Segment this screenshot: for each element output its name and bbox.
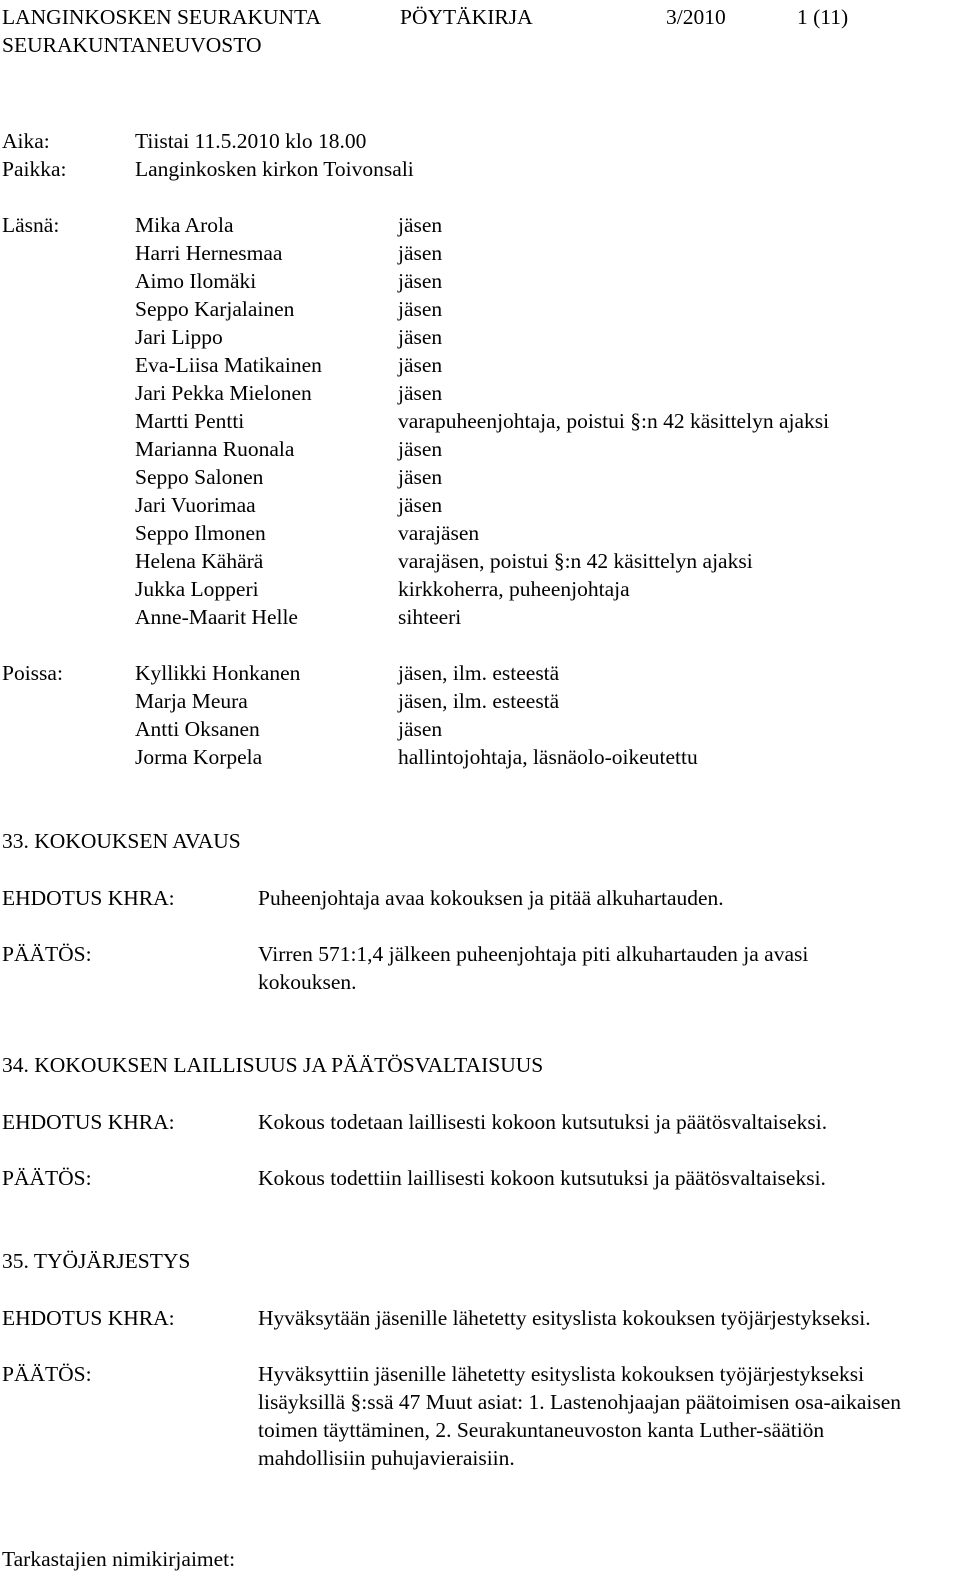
attendee-name: Jari Vuorimaa bbox=[135, 493, 256, 517]
attendee-name: Martti Pentti bbox=[135, 409, 245, 433]
attendee-name: Aimo Ilomäki bbox=[135, 269, 257, 293]
place-value: Langinkosken kirkon Toivonsali bbox=[135, 157, 414, 181]
attendee-role: sihteeri bbox=[398, 605, 462, 629]
attendee-name: Jari Lippo bbox=[135, 325, 223, 349]
absentee-name: Antti Oksanen bbox=[135, 717, 260, 741]
doc-number: 3/2010 bbox=[666, 5, 726, 29]
attendee-name: Helena Kähärä bbox=[135, 549, 264, 573]
org-name: LANGINKOSKEN SEURAKUNTA bbox=[2, 5, 321, 29]
attendee-name: Seppo Salonen bbox=[135, 465, 264, 489]
absentee-role: hallintojohtaja, läsnäolo-oikeutettu bbox=[398, 745, 698, 769]
attendee-role: jäsen bbox=[398, 437, 443, 461]
decision-label: PÄÄTÖS: bbox=[2, 942, 92, 966]
attendee-role: jäsen bbox=[398, 381, 443, 405]
decision-label: PÄÄTÖS: bbox=[2, 1166, 92, 1190]
proposal-text: Kokous todetaan laillisesti kokoon kutsutuksi ja päätösvaltaiseksi. bbox=[258, 1110, 828, 1134]
attendee-role: jäsen bbox=[398, 325, 443, 349]
attendee-name: Harri Hernesmaa bbox=[135, 241, 283, 265]
absentee-role: jäsen, ilm. esteestä bbox=[398, 661, 560, 685]
section-title: 33. KOKOUKSEN AVAUS bbox=[2, 829, 241, 853]
decision-text: Virren 571:1,4 jälkeen puheenjohtaja piti alkuhartauden ja avasi kokouksen. bbox=[258, 942, 809, 994]
initials-label: Tarkastajien nimikirjaimet: bbox=[2, 1547, 236, 1571]
proposal-label: EHDOTUS KHRA: bbox=[2, 1110, 175, 1134]
attendee-role: varajäsen bbox=[398, 521, 480, 545]
attendee-role: kirkkoherra, puheenjohtaja bbox=[398, 577, 630, 601]
proposal-label: EHDOTUS KHRA: bbox=[2, 1306, 175, 1330]
attendee-role: jäsen bbox=[398, 465, 443, 489]
attendee-name: Seppo Karjalainen bbox=[135, 297, 295, 321]
absentee-name: Jorma Korpela bbox=[135, 745, 263, 769]
attendee-role: jäsen bbox=[398, 213, 443, 237]
section-title: 35. TYÖJÄRJESTYS bbox=[2, 1249, 191, 1273]
attendee-name: Eva-Liisa Matikainen bbox=[135, 353, 322, 377]
attendee-name: Jari Pekka Mielonen bbox=[135, 381, 312, 405]
attendee-name: Seppo Ilmonen bbox=[135, 521, 266, 545]
proposal-text: Hyväksytään jäsenille lähetetty esityslista kokouksen työjärjestykseksi. bbox=[258, 1306, 871, 1330]
decision-text: Kokous todettiin laillisesti kokoon kutsutuksi ja päätösvaltaiseksi. bbox=[258, 1166, 826, 1190]
present-label: Läsnä: bbox=[2, 213, 60, 237]
decision-text: Hyväksyttiin jäsenille lähetetty esityslista kokouksen työjärjestykseksi lisäyksillä §:ssä 47 Muut asiat: 1. Lastenohjaajan päätoimisen osa-aikaisen toimen täyttäminen, 2. Seurakuntaneuvoston kanta Luther-säätiön mahdollisiin puhujavieraisiin. bbox=[258, 1362, 902, 1470]
place-label: Paikka: bbox=[2, 157, 67, 181]
attendee-role: jäsen bbox=[398, 353, 443, 377]
section-title: 34. KOKOUKSEN LAILLISUUS JA PÄÄTÖSVALTAISUUS bbox=[2, 1053, 544, 1077]
attendee-role: jäsen bbox=[398, 297, 443, 321]
attendee-role: varajäsen, poistui §:n 42 käsittelyn ajaksi bbox=[398, 549, 753, 573]
attendee-name: Marianna Ruonala bbox=[135, 437, 295, 461]
absentee-role: jäsen bbox=[398, 717, 443, 741]
attendee-name: Anne-Maarit Helle bbox=[135, 605, 298, 629]
page-number: 1 (11) bbox=[797, 5, 849, 29]
document-header bbox=[0, 3, 960, 59]
proposal-text: Puheenjohtaja avaa kokouksen ja pitää alkuhartauden. bbox=[258, 886, 724, 910]
attendee-role: jäsen bbox=[398, 241, 443, 265]
absent-label: Poissa: bbox=[2, 661, 63, 685]
attendee-name: Jukka Lopperi bbox=[135, 577, 259, 601]
proposal-label: EHDOTUS KHRA: bbox=[2, 886, 175, 910]
decision-label: PÄÄTÖS: bbox=[2, 1362, 92, 1386]
attendee-role: varapuheenjohtaja, poistui §:n 42 käsittelyn ajaksi bbox=[398, 409, 830, 433]
attendee-name: Mika Arola bbox=[135, 213, 234, 237]
attendee-role: jäsen bbox=[398, 269, 443, 293]
absentee-name: Marja Meura bbox=[135, 689, 248, 713]
absentee-name: Kyllikki Honkanen bbox=[135, 661, 301, 685]
doc-type: PÖYTÄKIRJA bbox=[400, 5, 533, 29]
time-label: Aika: bbox=[2, 129, 50, 153]
governing-body: SEURAKUNTANEUVOSTO bbox=[2, 33, 262, 57]
absentee-role: jäsen, ilm. esteestä bbox=[398, 689, 560, 713]
attendee-role: jäsen bbox=[398, 493, 443, 517]
time-value: Tiistai 11.5.2010 klo 18.00 bbox=[135, 129, 367, 153]
